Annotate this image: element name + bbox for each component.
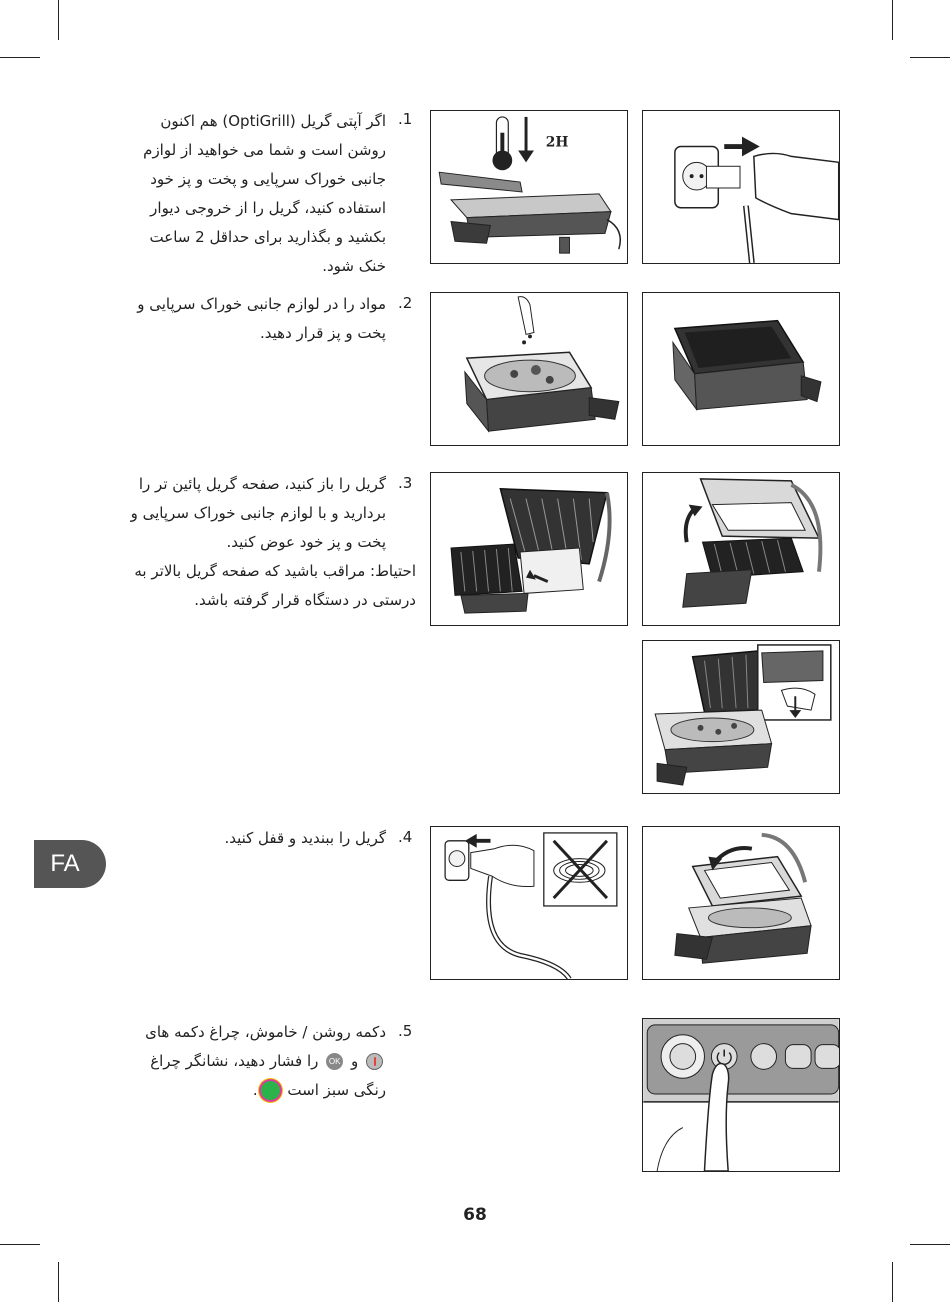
step-2-text bbox=[108, 290, 386, 348]
step-1-image-unplug bbox=[642, 110, 840, 264]
step-5-word-and: و bbox=[350, 1052, 359, 1070]
step-3-image-open-lid bbox=[642, 472, 840, 626]
step-4-text bbox=[108, 824, 386, 853]
step-2-line: مواد را در لوازم جانبی خوراک سرپایی و bbox=[137, 295, 386, 313]
step-3-line: پخت و پز خود عوض کنید. bbox=[226, 533, 386, 551]
crop-mark bbox=[0, 1244, 40, 1245]
remove-lower-plate-illustration bbox=[431, 473, 627, 625]
green-indicator-icon bbox=[261, 1081, 280, 1100]
step-2-line: پخت و پز قرار دهید. bbox=[260, 324, 386, 342]
language-tab-label: FA bbox=[50, 850, 80, 877]
step-3-caution bbox=[108, 557, 416, 615]
step-4-image-close-lid bbox=[642, 826, 840, 980]
step-3-image-remove-lower-plate bbox=[430, 472, 628, 626]
step-5-line3-text: رنگی سبز است bbox=[287, 1081, 386, 1099]
step-1-text bbox=[108, 107, 386, 281]
step-2-image-adding-ingredients bbox=[430, 292, 628, 446]
step-1-line: اگر آپتی گریل (OptiGrill) هم اکنون bbox=[160, 112, 386, 130]
close-lid-illustration bbox=[643, 827, 839, 979]
insert-accessory-illustration bbox=[643, 641, 839, 793]
step-4-number: .4 bbox=[398, 828, 413, 846]
press-button-illustration bbox=[643, 1019, 839, 1171]
step-4-image-plug-in bbox=[430, 826, 628, 980]
thermometer-button-icon bbox=[366, 1053, 383, 1070]
step-1-line: بکشید و بگذارید برای حداقل 2 ساعت bbox=[149, 228, 386, 246]
step-5-image-press-button bbox=[642, 1018, 840, 1172]
step-2-image-empty-tray bbox=[642, 292, 840, 446]
crop-mark bbox=[58, 0, 59, 40]
step-5-line: دکمه روشن / خاموش، چراغ دکمه های bbox=[145, 1023, 386, 1041]
crop-mark bbox=[892, 0, 893, 40]
thermometer-icon bbox=[492, 117, 512, 170]
step-4-line: گریل را ببندید و قفل کنید. bbox=[224, 829, 386, 847]
step-5-line bbox=[108, 1047, 386, 1076]
crop-mark bbox=[58, 1262, 59, 1302]
adding-ingredients-illustration bbox=[431, 293, 627, 445]
page-number: 68 bbox=[463, 1205, 487, 1225]
open-lid-illustration bbox=[643, 473, 839, 625]
step-3-line: گریل را باز کنید، صفحه گریل پائین تر را bbox=[138, 475, 386, 493]
step-5-line bbox=[108, 1076, 386, 1105]
step-2-number: .2 bbox=[398, 294, 413, 312]
step-1-line: خنک شود. bbox=[322, 257, 386, 275]
step-5-number: .5 bbox=[398, 1022, 413, 1040]
step-3-image-insert-accessory bbox=[642, 640, 840, 794]
step-1-line: جانبی خوراک سرپایی و پخت و پز خود bbox=[150, 170, 386, 188]
duration-label: 2H bbox=[545, 134, 569, 151]
empty-tray-illustration bbox=[643, 293, 839, 445]
step-3-text bbox=[108, 470, 386, 557]
ok-button-icon: OK bbox=[326, 1053, 343, 1070]
language-tab bbox=[34, 840, 106, 888]
step-1-image-grill-cooling bbox=[430, 110, 628, 264]
step-1-line: استفاده کنید، گریل را از خروجی دیوار bbox=[150, 199, 386, 217]
grill-cooling-illustration bbox=[431, 111, 627, 263]
step-5-period: . bbox=[252, 1081, 258, 1099]
step-3-caution-line: احتیاط: مراقب باشید که صفحه گریل بالاتر به bbox=[134, 562, 416, 580]
crop-mark bbox=[910, 57, 950, 58]
crop-mark bbox=[910, 1244, 950, 1245]
step-3-number: .3 bbox=[398, 474, 413, 492]
unplug-illustration bbox=[643, 111, 839, 263]
step-1-number: .1 bbox=[398, 110, 413, 128]
step-5-text bbox=[108, 1018, 386, 1105]
step-3-line: بردارید و با لوازم جانبی خوراک سرپایی و bbox=[130, 504, 386, 522]
crop-mark bbox=[892, 1262, 893, 1302]
crop-mark bbox=[0, 57, 40, 58]
step-5-line2-text: را فشار دهید، نشانگر چراغ bbox=[150, 1052, 319, 1070]
plug-in-illustration bbox=[431, 827, 627, 979]
step-1-line: روشن است و شما می خواهید از لوازم bbox=[143, 141, 386, 159]
step-3-caution-line: درستی در دستگاه قرار گرفته باشد. bbox=[194, 591, 416, 609]
